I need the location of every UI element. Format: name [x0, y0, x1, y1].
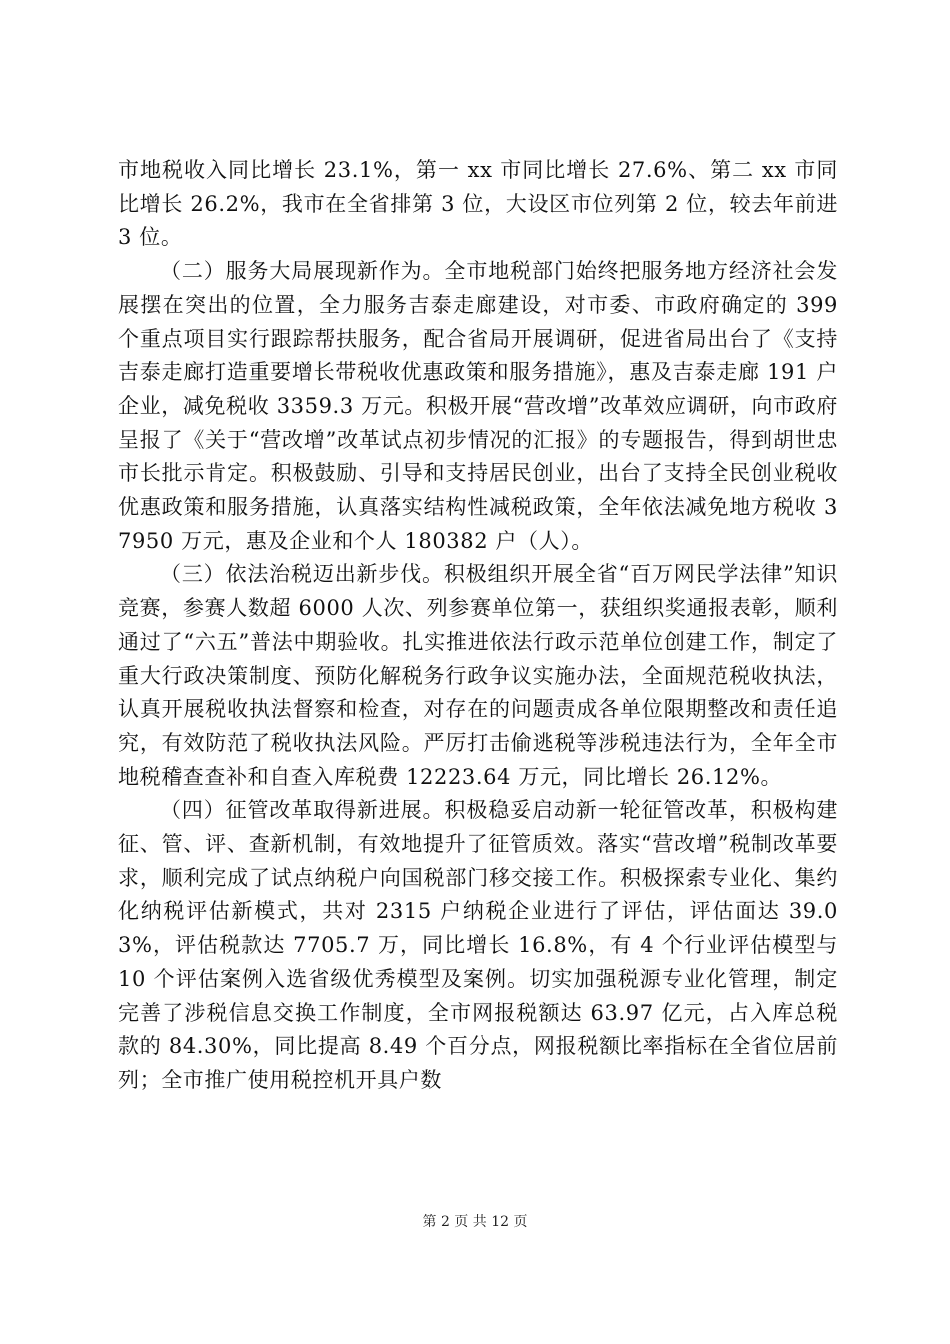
paragraph-2-service: （二）服务大局展现新作为。全市地税部门始终把服务地方经济社会发展摆在突出的位置，全力服务吉泰走廊建设，对市委、市政府确定的 399 个重点项目实行跟踪帮扶服务，配合省局开展调研，促进省局出台了《支持吉泰走廊打造重要增长带税收优惠政策和服务措施》，惠及吉泰走廊 191 户企业，减免税收 3359.3 万元。积极开展“营改增”改革效应调研，向市政府呈报了《关于“营改增”改革试点初步情况的汇报》的专题报告，得到胡世忠市长批示肯定。积极鼓励、引导和支持居民创业，出台了支持全民创业税收优惠政策和服务措施，认真落实结构性减税政策，全年依法减免地方税收 37950 万元，惠及企业和个人 180382 户（人）。 [118, 259, 838, 553]
document-body [118, 154, 838, 1098]
paragraph-1: 市地税收入同比增长 23.1%，第一 xx 市同比增长 27.6%、第二 xx 市同比增长 26.2%，我市在全省排第 3 位，大设区市位列第 2 位，较去年前进 3 位。 [118, 158, 838, 250]
paragraph-3-rule-of-law: （三）依法治税迈出新步伐。积极组织开展全省“百万网民学法律”知识竞赛，参赛人数超 6000 人次、列参赛单位第一，获组织奖通报表彰，顺利通过了“六五”普法中期验收。扎实推进依法行政示范单位创建工作，制定了重大行政决策制度、预防化解税务行政争议实施办法，全面规范税收执法，认真开展税收执法督察和检查，对存在的问题责成各单位限期整改和责任追究，有效防范了税收执法风险。严厉打击偷逃税等涉税违法行为，全年全市地税稽查查补和自查入库税费 12223.64 万元，同比增长 26.12%。 [118, 562, 838, 789]
paragraph-4-collection-reform: （四）征管改革取得新进展。积极稳妥启动新一轮征管改革，积极构建征、管、评、查新机制，有效地提升了征管质效。落实“营改增”税制改革要求，顺利完成了试点纳税户向国税部门移交接工作。积极探索专业化、集约化纳税评估新模式，共对 2315 户纳税企业进行了评估，评估面达 39.03%，评估税款达 7705.7 万，同比增长 16.8%，有 4 个行业评估模型与 10 个评估案例入选省级优秀模型及案例。切实加强税源专业化管理，制定完善了涉税信息交换工作制度，全市网报税额达 63.97 亿元，占入库总税款的 84.30%，同比提高 8.49 个百分点，网报税额比率指标在全省位居前列；全市推广使用税控机开具户数 [118, 798, 838, 1092]
page-number: 第 2 页 共 12 页 [422, 1214, 528, 1230]
page-footer [0, 1213, 950, 1231]
